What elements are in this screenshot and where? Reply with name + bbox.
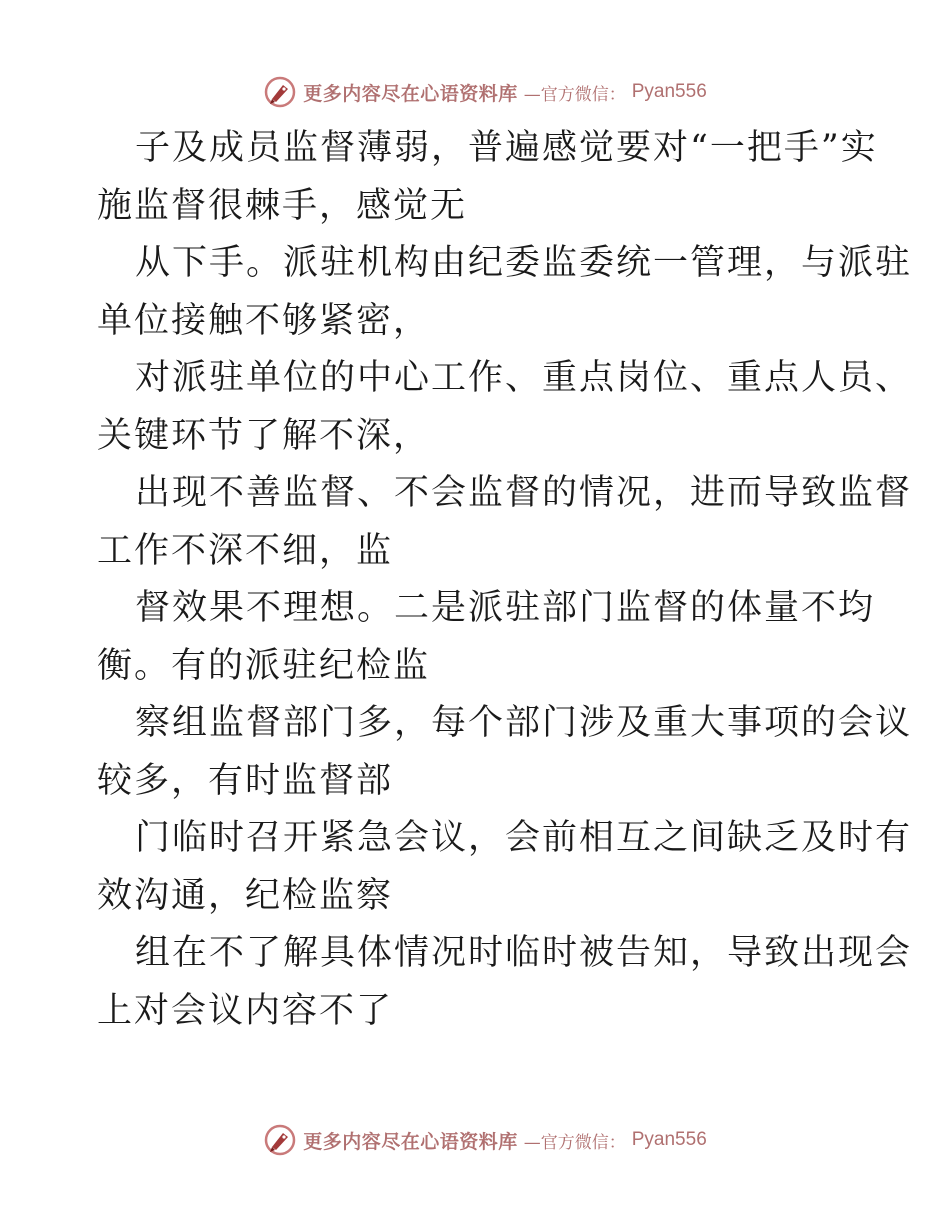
page-footer	[0, 1120, 950, 1160]
page-header	[0, 72, 950, 112]
text-line: 效沟通，纪检监察	[97, 875, 394, 916]
text-line: 上对会议内容不了	[97, 990, 394, 1031]
document-body	[97, 120, 913, 1040]
text-line: 施监督很棘手，感觉无	[97, 185, 468, 226]
brand-text: 更多内容尽在心语资料库	[303, 1130, 518, 1153]
text-line: 察组监督部门多，每个部门涉及重大事项的会议	[135, 703, 913, 743]
text-line: 关键环节了解不深，	[97, 415, 431, 456]
brand-separator: —官方微信：	[523, 84, 626, 105]
header-brand	[263, 75, 707, 109]
text-line: 对派驻单位的中心工作、重点岗位、重点人员、	[135, 358, 913, 398]
text-line: 单位接触不够紧密，	[97, 300, 431, 341]
brand-text: 更多内容尽在心语资料库	[303, 82, 518, 105]
wechat-handle: Pyan556	[631, 81, 707, 102]
pen-nib-logo-icon	[263, 75, 297, 109]
wechat-handle: Pyan556	[631, 1129, 707, 1150]
text-line: 子及成员监督薄弱，普遍感觉要对“一把手”实	[135, 128, 878, 168]
text-line: 较多，有时监督部	[97, 760, 394, 801]
text-line: 组在不了解具体情况时临时被告知，导致出现会	[135, 933, 913, 973]
text-line: 工作不深不细，监	[97, 530, 394, 571]
brand-separator: —官方微信：	[523, 1132, 626, 1153]
footer-brand	[263, 1123, 707, 1157]
text-line: 从下手。派驻机构由纪委监委统一管理，与派驻	[135, 243, 913, 283]
text-line: 门临时召开紧急会议，会前相互之间缺乏及时有	[135, 818, 913, 858]
text-line: 督效果不理想。二是派驻部门监督的体量不均	[135, 588, 876, 628]
pen-nib-logo-icon	[263, 1123, 297, 1157]
text-line: 出现不善监督、不会监督的情况，进而导致监督	[135, 473, 913, 513]
text-line: 衡。有的派驻纪检监	[97, 645, 431, 686]
